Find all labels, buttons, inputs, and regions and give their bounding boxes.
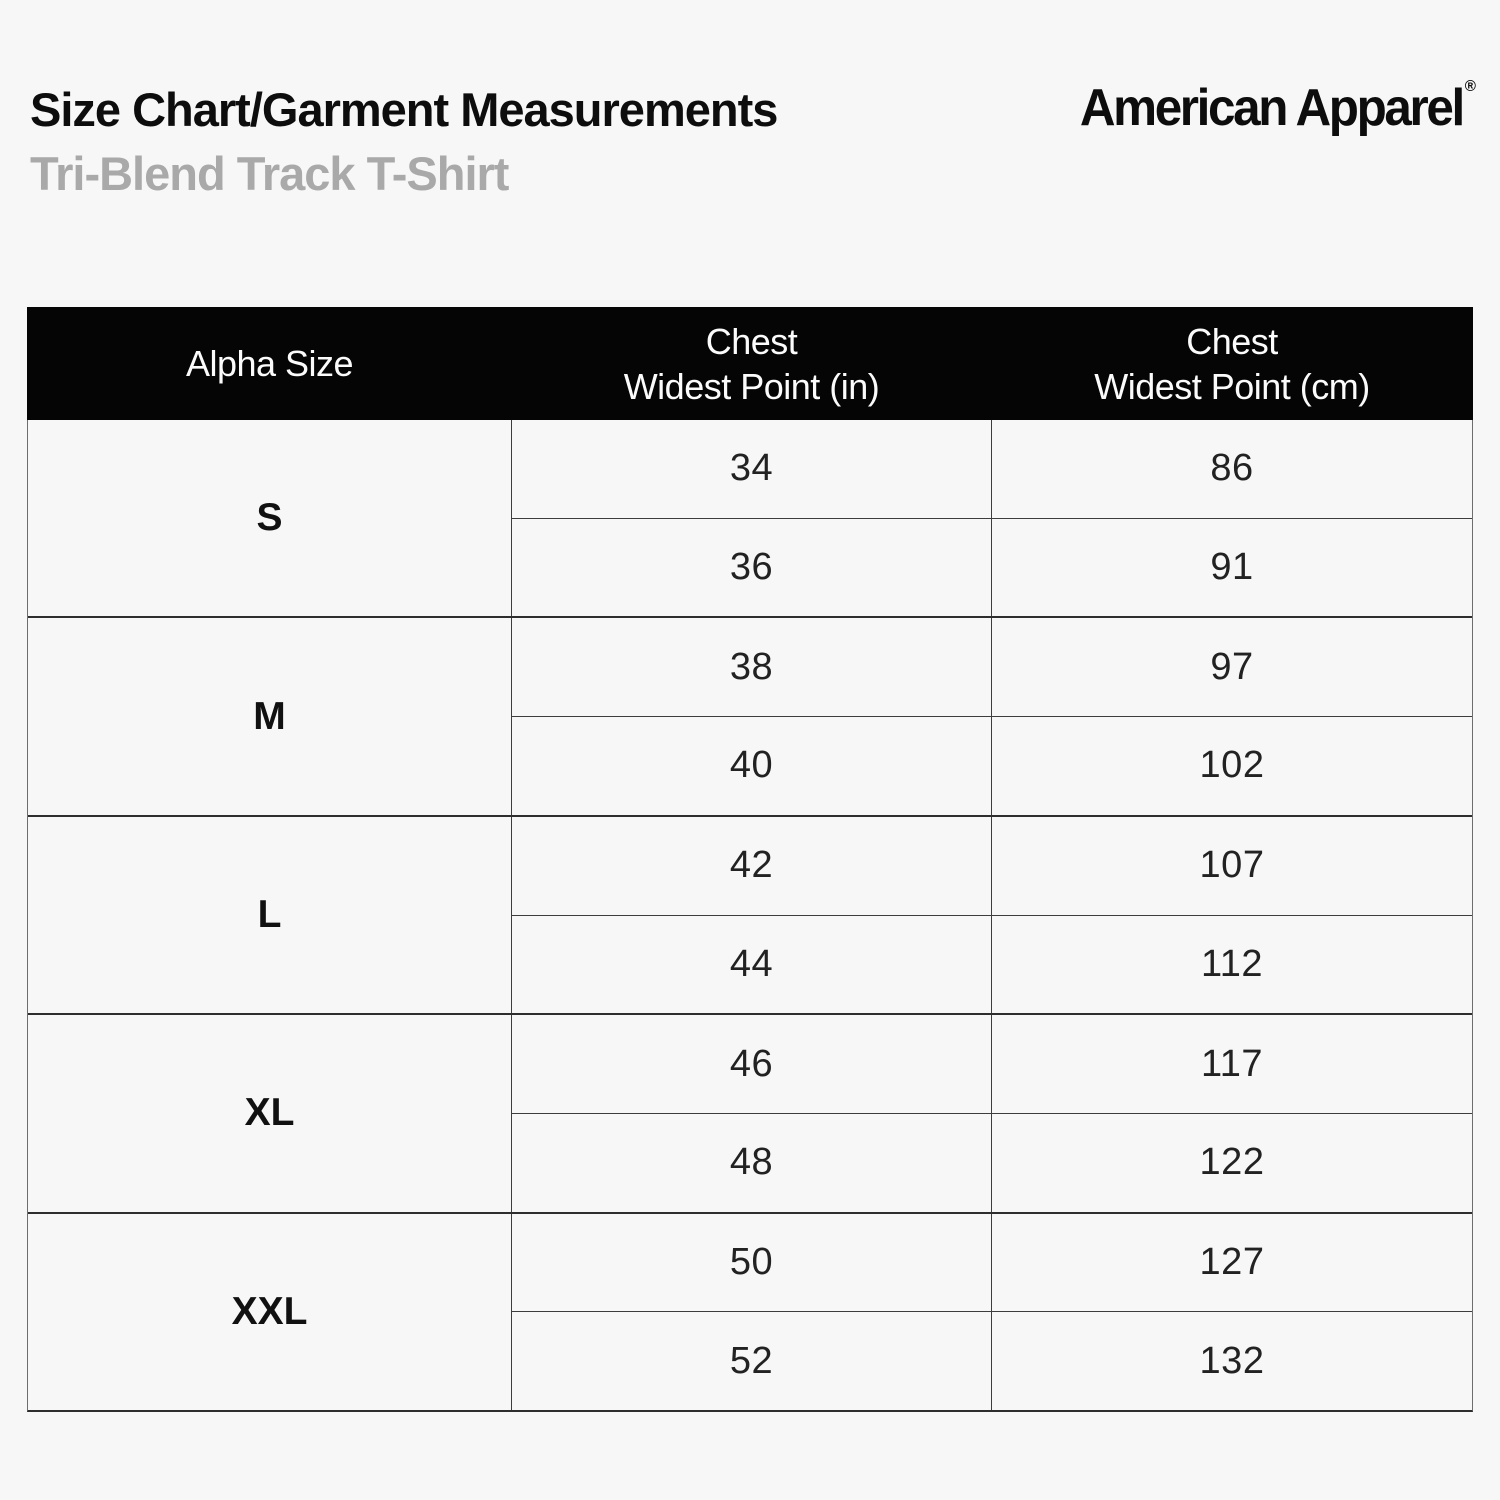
measurement-cell-in: 50 [729,1240,774,1283]
table-header-row [27,307,1473,420]
size-group-row-xl [28,1013,1472,1211]
measurement-cell-cm: 117 [991,1015,1472,1113]
header-label-line: Chest [705,320,798,362]
measurement-cell-cm: 122 [991,1114,1472,1212]
measurement-cell-in: 36 [729,546,774,589]
measurement-cell-in: 42 [729,844,774,887]
measurement-cell-cm: 86 [991,420,1472,518]
brand-logo [1080,78,1476,138]
measurement-cell-in: 48 [729,1141,774,1184]
measurement-cell-cm: 107 [991,817,1472,915]
measurement-row [512,1114,1472,1212]
measurement-row [512,916,1472,1014]
size-label: L [28,817,512,1013]
registered-trademark-icon: ® [1464,78,1476,95]
size-table [27,307,1473,1412]
measurement-cell-in: 46 [729,1042,774,1085]
measurement-cell-cm: 127 [991,1214,1472,1312]
header-label-line: Chest [1186,320,1278,362]
header-cell-alpha-size [27,307,512,420]
measurement-row [512,817,1472,916]
size-label: XXL [28,1214,512,1410]
size-group-row-l [28,815,1472,1013]
measurement-pair [512,1015,1472,1211]
header-label-line: Alpha Size [185,343,354,384]
measurement-row [512,717,1472,815]
measurement-pair [512,1214,1472,1410]
measurement-cell-cm: 97 [991,618,1472,716]
measurement-cell-in: 34 [729,447,774,490]
measurement-cell-in: 38 [729,645,774,688]
measurement-cell-in: 40 [729,744,774,787]
brand-name: American Apparel [1079,79,1463,137]
table-body [27,420,1473,1412]
measurement-pair [512,618,1472,814]
measurement-pair [512,817,1472,1013]
measurement-pair [512,420,1472,616]
measurement-row [512,618,1472,717]
measurement-row [512,1015,1472,1114]
header-label-line: Widest Point (cm) [1094,365,1370,407]
page-title: Size Chart/Garment Measurements [30,83,778,136]
measurement-row [512,1312,1472,1410]
page-subtitle: Tri-Blend Track T-Shirt [30,147,509,200]
measurement-cell-cm: 132 [991,1312,1472,1410]
measurement-row [512,1214,1472,1313]
size-group-row-xxl [28,1212,1472,1410]
header-label-line: Widest Point (in) [623,365,880,407]
measurement-cell-cm: 91 [991,519,1472,617]
measurement-row [512,420,1472,519]
measurement-cell-cm: 102 [991,717,1472,815]
measurement-cell-in: 52 [729,1339,774,1382]
size-label: M [28,618,512,814]
size-group-row-s [28,420,1472,616]
size-group-row-m [28,616,1472,814]
header-cell-chest-in [512,307,991,420]
measurement-row [512,519,1472,617]
measurement-cell-cm: 112 [991,916,1472,1014]
size-label: S [28,420,512,616]
size-label: XL [28,1015,512,1211]
header-cell-chest-cm [991,307,1473,420]
measurement-cell-in: 44 [729,942,774,985]
